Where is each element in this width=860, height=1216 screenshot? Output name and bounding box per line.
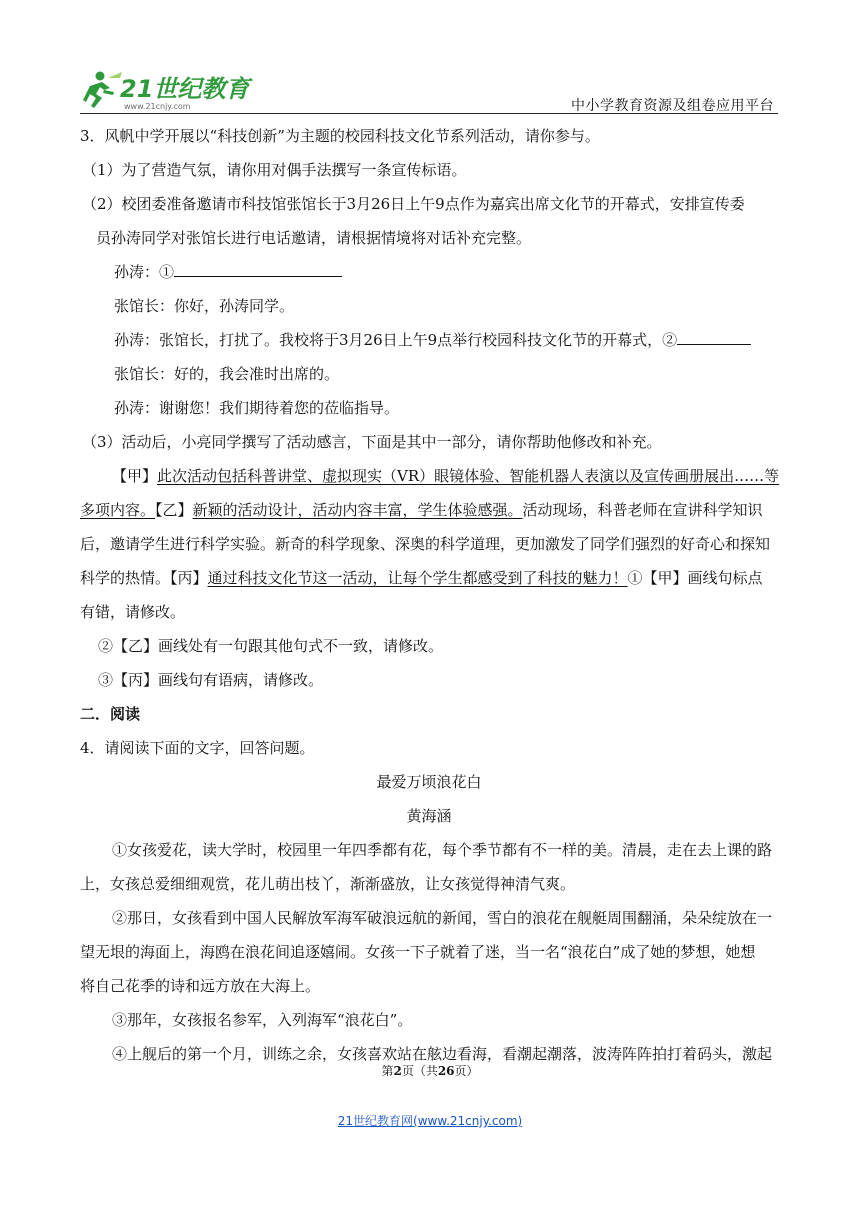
header-divider	[80, 113, 778, 114]
dialogue-1	[114, 262, 342, 282]
sub-question-1: ①【甲】画线句标点	[627, 569, 763, 587]
logo-icon	[80, 64, 260, 112]
platform-name: 中小学教育资源及组卷应用平台	[571, 98, 774, 114]
sub-question-3: ③【丙】画线句有语病，请修改。	[98, 671, 324, 689]
article-title: 最爱万顷浪花白	[376, 773, 482, 791]
page-number	[0, 1062, 860, 1079]
q3-stem: 3．风帆中学开展以“科技创新”为主题的校园科技文化节系列活动，请你参与。	[80, 127, 600, 145]
paragraph-4-line1: ④上舰后的第一个月，训练之余，女孩喜欢站在舷边看海，看潮起潮落，波涛阵阵拍打着码头，激起	[112, 1045, 773, 1063]
logo-text: 21世纪教育	[120, 75, 250, 103]
section-heading: 二．阅读	[80, 705, 141, 723]
page-total: 26	[437, 1064, 455, 1078]
paragraph-2-line2: 望无垠的海面上，海鸥在浪花间追逐嬉闹。女孩一下子就着了迷，当一名“浪花白”成了她的梦想，她想	[80, 943, 756, 961]
reflection-line-2	[80, 500, 763, 520]
page-current: 2	[393, 1064, 402, 1078]
label-bing: 科学的热情。【丙】	[80, 569, 208, 587]
label-yi: 【乙】	[155, 501, 193, 519]
dialogue-1-text: 孙涛：①	[114, 263, 175, 281]
q4-stem: 4．请阅读下面的文字，回答问题。	[80, 739, 315, 757]
page-mid: 页（共	[401, 1064, 438, 1078]
dialogue-3-text: 孙涛：张馆长，打扰了。我校将于3月26日上午9点举行校园科技文化节的开幕式，②	[114, 331, 678, 349]
page-header	[80, 62, 778, 114]
dialogue-2: 张馆长：你好，孙涛同学。	[114, 297, 295, 315]
paragraph-2-line3: 将自己花季的诗和远方放在大海上。	[80, 977, 321, 995]
q3-part1: （1）为了营造气氛，请你用对偶手法撰写一条宣传标语。	[82, 161, 467, 179]
q3-part2-line2: 员孙涛同学对张馆长进行电话邀请，请根据情境将对话补充完整。	[96, 229, 532, 247]
paragraph-2-line1: ②那日，女孩看到中国人民解放军海军破浪远航的新闻，雪白的浪花在舰艇周围翻涌，朵朵绽放在一	[112, 909, 773, 927]
underlined-sentence-jia: 此次活动包括科普讲堂、虚拟现实（VR）眼镜体验、智能机器人表演以及宣传画册展出……等	[157, 467, 780, 485]
q3-part2-line1: （2）校团委准备邀请市科技馆张馆长于3月26日上午9点作为嘉宾出席文化节的开幕式，安排宣传委	[82, 195, 745, 213]
footer-link[interactable]: 21世纪教育网(www.21cnjy.com)	[337, 1114, 523, 1128]
article-author: 黄海涵	[406, 807, 452, 825]
answer-blank-1[interactable]	[174, 262, 342, 277]
paragraph-3: ③那年，女孩报名参军，入列海军“浪花白”。	[112, 1011, 413, 1029]
reflection-line-5: 有错，请修改。	[80, 603, 186, 621]
logo-url: www.21cnjy.com	[124, 102, 191, 111]
page-suffix: 页）	[454, 1064, 479, 1078]
underlined-sentence-yi: 新颖的活动设计，活动内容丰富，学生体验感强。	[192, 501, 523, 519]
paragraph-1-line2: 上，女孩总爱细细观赏，花儿萌出枝丫，渐渐盛放，让女孩觉得神清气爽。	[80, 875, 576, 893]
answer-blank-2[interactable]	[677, 330, 751, 345]
reflection-line-1	[112, 466, 779, 486]
jia-tail: 多项内容。	[80, 501, 156, 519]
label-jia: 【甲】	[112, 467, 158, 485]
underlined-sentence-bing: 通过科技文化节这一活动，让每个学生都感受到了科技的魅力！	[207, 569, 628, 587]
dialogue-4: 张馆长：好的，我会准时出席的。	[114, 365, 340, 383]
dialogue-5: 孙涛：谢谢您！我们期待着您的莅临指导。	[114, 399, 400, 417]
paragraph-1-line1: ①女孩爱花，读大学时，校园里一年四季都有花，每个季节都有不一样的美。清晨，走在去上课的路	[112, 841, 773, 859]
reflection-line-4	[80, 568, 763, 588]
sub-question-2: ②【乙】画线处有一句跟其他句式不一致，请修改。	[98, 637, 444, 655]
reflection-text-2: 活动现场，科普老师在宣讲科学知识	[522, 501, 763, 519]
reflection-line-3: 后，邀请学生进行科学实验。新奇的科学现象、深奥的科学道理，更加激发了同学们强烈的好奇心和探知	[80, 535, 771, 553]
page-prefix: 第	[381, 1064, 394, 1078]
dialogue-3	[114, 330, 751, 350]
q3-part3: （3）活动后，小亮同学撰写了活动感言，下面是其中一部分，请你帮助他修改和补充。	[82, 433, 662, 451]
